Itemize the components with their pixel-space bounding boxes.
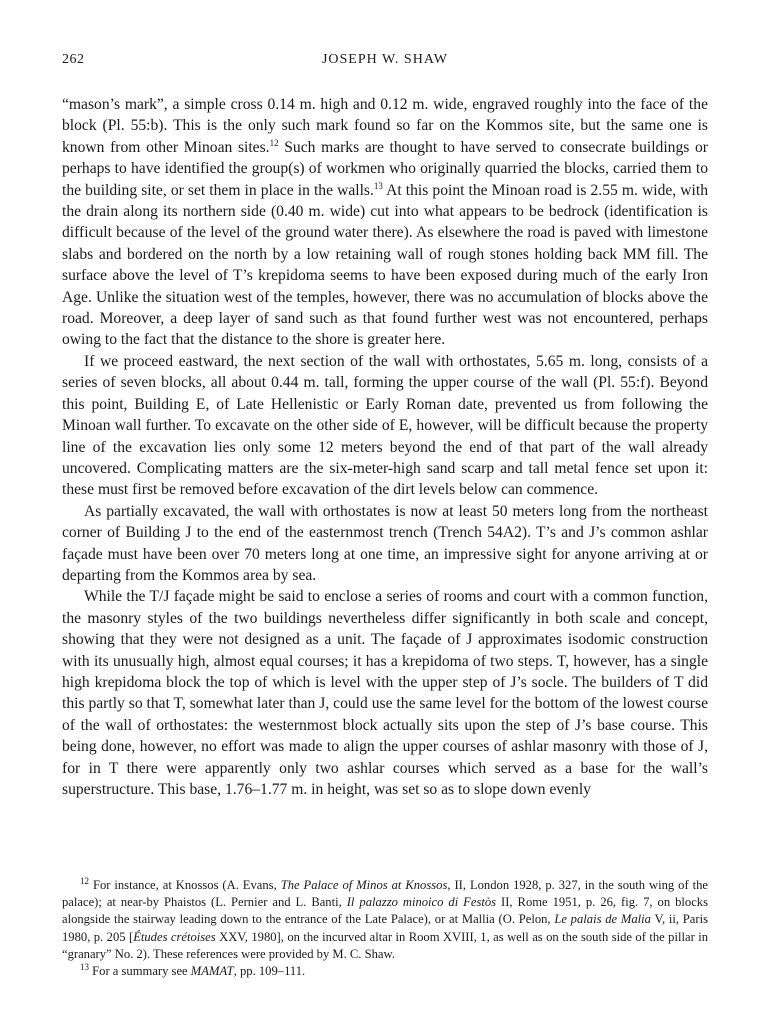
- text-run: , II, London 1928, p. 327, in the south wing of the palace); at near-by Phaistos (L. Pernier and L. Banti,: [62, 878, 708, 910]
- paragraph-1: [62, 94, 708, 351]
- text-run: “mason’s mark”, a simple cross 0.14 m. high and 0.12 m. wide, engraved roughly into the face of the block (Pl. 55:b). This is the only such mark found so far on the Kommos site, but the same one is known from other Minoan sites.: [62, 96, 708, 156]
- footnote-12: [62, 877, 708, 963]
- footnotes: [62, 877, 708, 980]
- text-run: XXV, 1980], on the incurved altar in Room XVIII, 1, as well as on the south side of the pillar in “granary” No. 2). These references were provided by M. C. Shaw.: [62, 929, 708, 961]
- italic-text: The Palace of Minos at Knossos: [280, 878, 448, 892]
- footnote-ref: 13: [373, 180, 383, 191]
- footnote-ref: 13: [80, 961, 89, 972]
- text-run: Such marks are thought to have served to consecrate buildings or perhaps to have identified the group(s) of workmen who originally quarried the blocks, carried them to the building site, or set them in place in the walls.: [62, 138, 708, 199]
- running-title: JOSEPH W. SHAW: [321, 52, 449, 67]
- text-run: If we proceed eastward, the next section of the wall with orthostates, 5.65 m. long, consists of a series of seven blocks, all about 0.44 m. tall, forming the upper course of the wall (Pl. 55:f). Beyond this point, Building E, of Late Hellenistic or Early Roman date, prevented us from following the Minoan wall further. To excavate on the other side of E, however, will be difficult because the property line of the excavation lies only some 12 meters beyond the end of that part of the wall already uncovered. Complicating matters are the six-meter-high sand scarp and tall metal fence set upon it: these must first be removed before excavation of the dirt levels below can commence.: [62, 352, 708, 499]
- text-run: , pp. 109–111.: [233, 964, 306, 979]
- italic-text: MAMAT: [190, 964, 234, 979]
- text-run: While the T/J façade might be said to enclose a series of rooms and court with a common function, the masonry styles of the two buildings nevertheless differ significantly in both scale and concept, showing that they were not designed as a unit. The façade of J approximates isodomic construction with its unusually high, almost equal courses; it has a krepidoma of two steps. T, however, has a single high krepidoma block the top of which is level with the upper step of J’s socle. The builders of T did this partly so that T, somewhat later than J, could use the same level for the bottom of the lowest course of the wall of orthostates: the westernmost block actually sits upon the step of J’s base course. This being done, however, no effort was made to align the upper courses of ashlar masonry with those of J, for in T there were apparently only two ashlar courses which served as a base for the wall’s superstructure. This base, 1.76–1.77 m. in height, was set so as to slope down evenly: [62, 588, 708, 798]
- paragraph-4: [62, 586, 708, 800]
- text-run: For a summary see: [89, 964, 191, 979]
- paragraph-2: [62, 351, 708, 501]
- text-run: At this point the Minoan road is 2.55 m. wide, with the drain along its northern side (0.40 m. wide) cut into what appears to be bedrock (identification is difficult because of the level of the ground water there). As elsewhere the road is paved with limestone slabs and bordered on the north by a low retaining wall of rough stones holding back MM fill. The surface above the level of T’s krepidoma seems to have been exposed during much of the early Iron Age. Unlike the situation west of the temples, however, there was no accumulation of blocks above the road. Moreover, a deep layer of sand such as that found further west was not encountered, perhaps owing to the fact that the distance to the shore is greater here.: [62, 181, 709, 349]
- footnote-ref: 12: [80, 875, 89, 886]
- page-number: 262: [62, 52, 85, 67]
- footnote-13: [62, 963, 708, 980]
- text-run: As partially excavated, the wall with orthostates is now at least 50 meters long from the northeast corner of Building J to the end of the easternmost trench (Trench 54A2). T’s and J’s common ashlar façade must have been over 70 meters long at one time, an impressive sight for anyone arriving at or departing from the Kommos area by sea.: [62, 502, 708, 584]
- footnote-ref: 12: [269, 137, 279, 148]
- paragraph-3: [62, 501, 708, 587]
- text-run: II, Rome 1951, p. 26, fig. 7, on blocks alongside the stairway leading down to the entrance of the Late Palace), or at Mallia (O. Pelon,: [62, 895, 708, 927]
- italic-text: Le palais de Malia: [554, 912, 651, 927]
- page: [62, 52, 708, 800]
- page-header: [62, 52, 708, 76]
- italic-text: Il palazzo minoico di Festòs: [346, 895, 497, 910]
- text-run: For instance, at Knossos (A. Evans,: [89, 878, 281, 892]
- body-text: [62, 94, 708, 800]
- italic-text: Études crétoises: [133, 929, 216, 944]
- text-run: V, ii, Paris 1980, p. 205 [: [62, 912, 708, 944]
